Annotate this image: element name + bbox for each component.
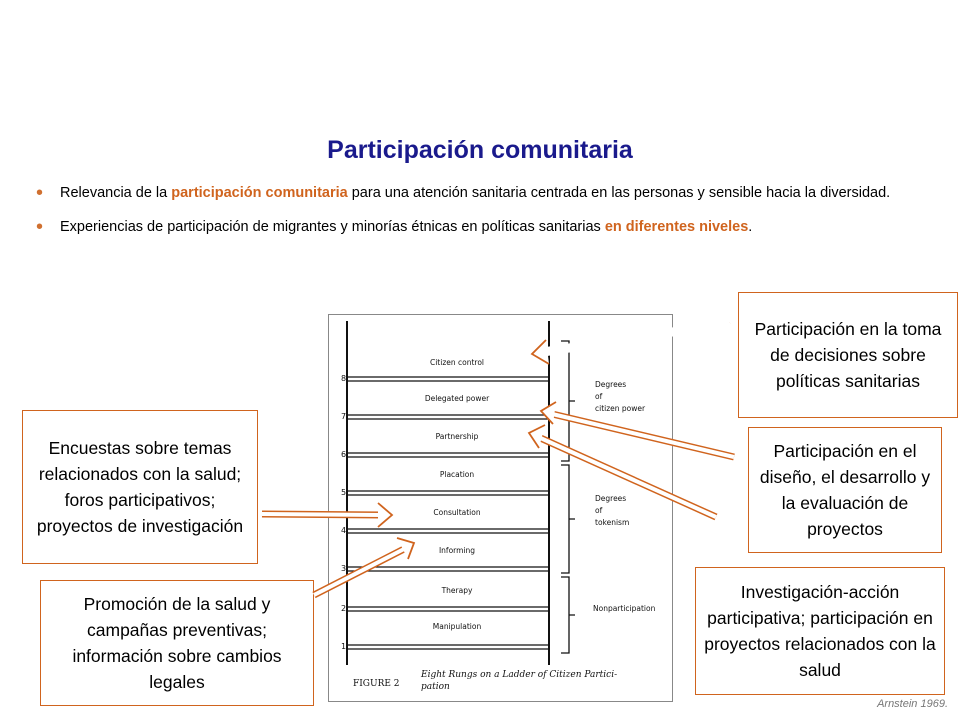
figure-caption-2: pation — [421, 682, 450, 692]
rung-number-6: 6 — [341, 450, 347, 459]
bullet-text: para una atención sanitaria centrada en las personas y sensible hacia la diversidad. — [347, 185, 891, 201]
group-tokenism-3: tokenism — [595, 518, 630, 527]
bullet-text: Relevancia de la — [60, 185, 172, 201]
figure-label: FIGURE 2 — [353, 679, 400, 689]
box-health-promotion: Promoción de la salud y campañas preventivas; información sobre cambios legales — [40, 580, 314, 706]
arrow-informing — [314, 538, 414, 595]
group-power-1: Degrees — [595, 380, 627, 389]
group-power-3: citizen power — [595, 404, 646, 413]
group-tokenism-2: of — [595, 506, 603, 515]
arrow-delegated — [529, 425, 716, 517]
figure-caption-1: Eight Rungs on a Ladder of Citizen Partici- — [421, 670, 618, 680]
rung-label-5: Placation — [439, 470, 475, 479]
arrow-decisions — [532, 323, 730, 364]
source-citation: Arnstein 1969. — [877, 698, 948, 710]
rung-number-5: 5 — [341, 488, 347, 497]
rung-number-2: 2 — [341, 604, 347, 613]
rung-label-1: Manipulation — [432, 622, 482, 631]
box-decision-making: Participación en la toma de decisiones sobre políticas sanitarias — [738, 292, 958, 418]
rung-label-6: Partnership — [435, 432, 479, 441]
page-title: Participación comunitaria — [327, 136, 633, 164]
rung-number-1: 1 — [341, 642, 347, 651]
bullet-highlight: participación comunitaria — [171, 185, 348, 201]
rung-label-2: Therapy — [441, 586, 473, 595]
arrow-consultation — [262, 503, 392, 527]
bullet-highlight: en diferentes niveles — [604, 219, 749, 235]
box-surveys-forums: Encuestas sobre temas relacionados con la salud; foros participativos; proyectos de investigación — [22, 410, 258, 564]
group-power-2: of — [595, 392, 603, 401]
box-project-participation: Participación en el diseño, el desarrollo y la evaluación de proyectos — [748, 427, 942, 553]
box-participatory-research: Investigación-acción participativa; participación en proyectos relacionados con la salud — [695, 567, 945, 695]
rung-label-4: Consultation — [433, 508, 481, 517]
group-tokenism-1: Degrees — [595, 494, 627, 503]
group-nonparticipation: Nonparticipation — [593, 604, 656, 613]
bullet-text: . — [748, 219, 753, 235]
rung-number-8: 8 — [341, 374, 347, 383]
rung-label-3: Informing — [438, 546, 476, 555]
rung-number-7: 7 — [341, 412, 347, 421]
bullet-text: Experiencias de participación de migrantes y minorías étnicas en políticas sanitarias — [60, 219, 605, 235]
rung-number-4: 4 — [341, 526, 347, 535]
rung-label-8: Citizen control — [429, 358, 485, 367]
rung-number-3: 3 — [341, 564, 347, 573]
rung-label-7: Delegated power — [424, 394, 490, 403]
